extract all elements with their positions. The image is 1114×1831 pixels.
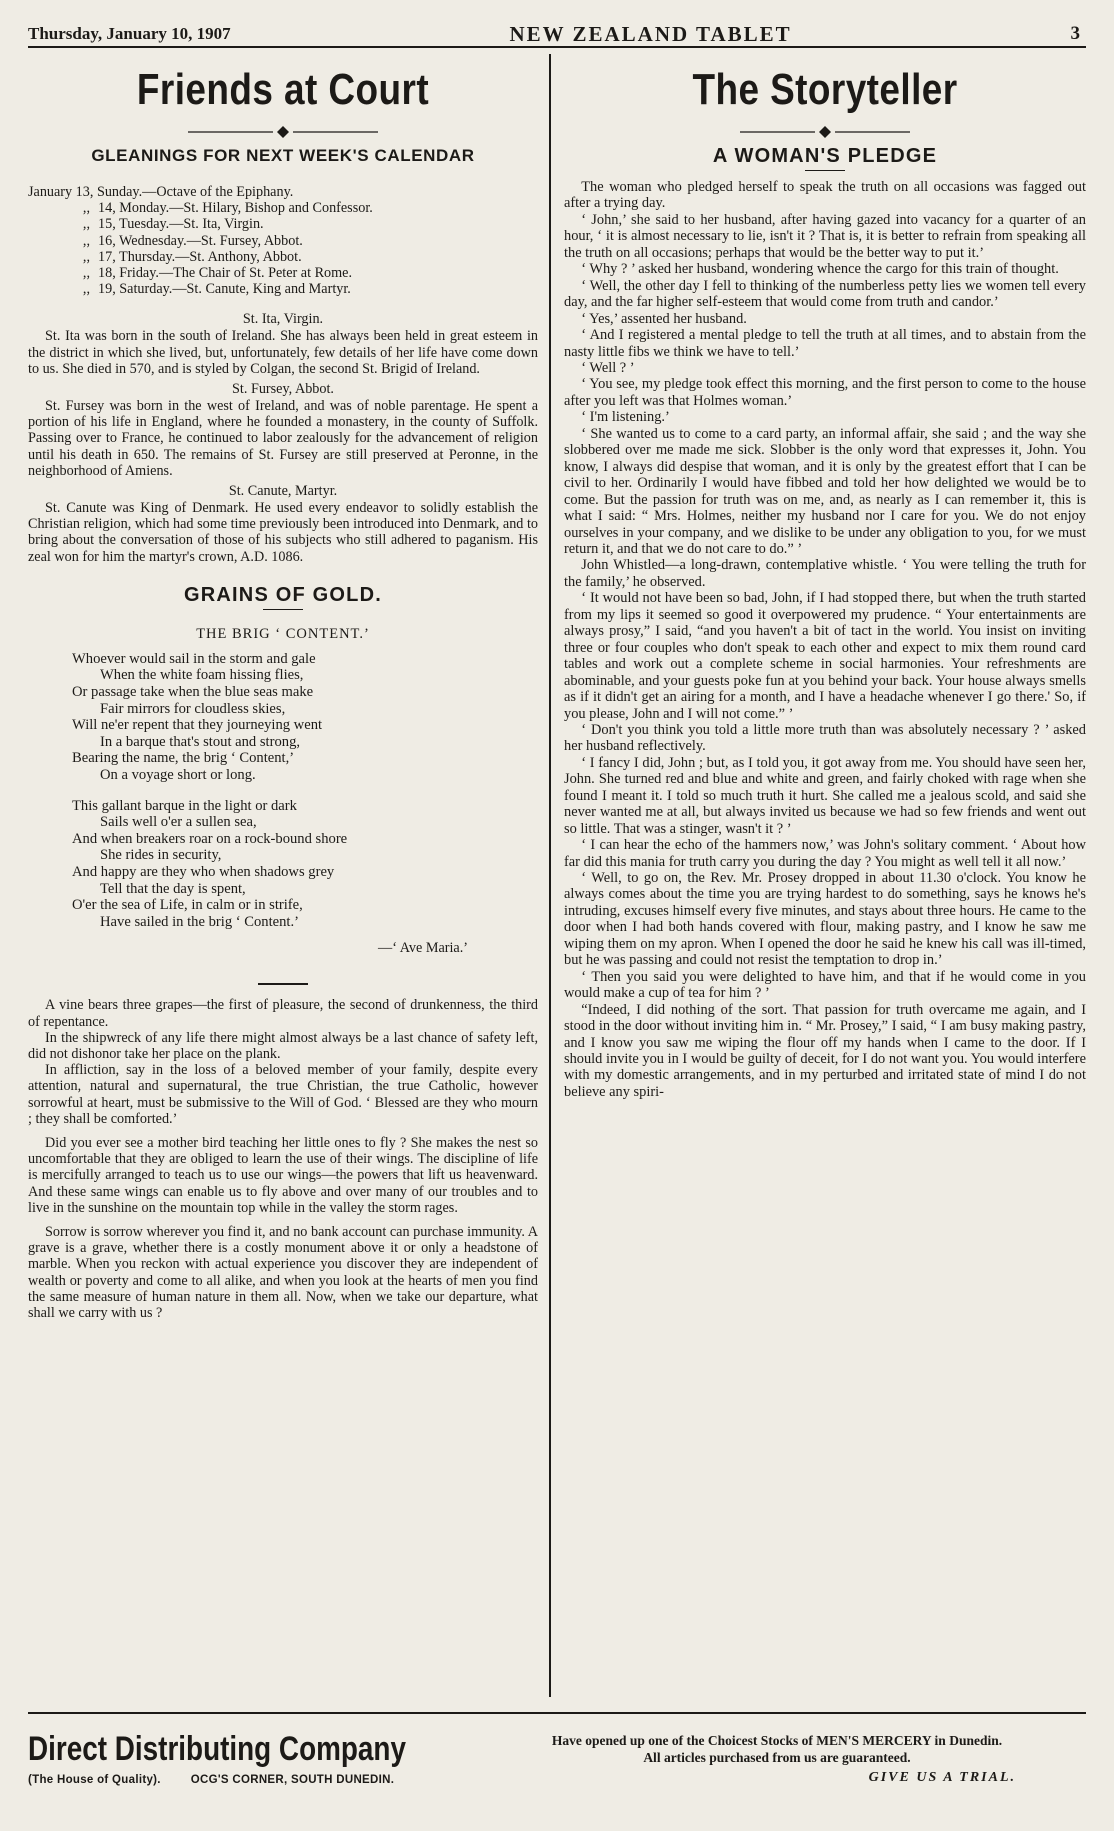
story-paragraph: ‘ Don't you think you told a little more truth than was absolutely necessary ? ’ asked her husband reflectively. <box>564 721 1086 755</box>
publication-title: NEW ZEALAND TABLET <box>509 21 792 46</box>
maxim-paragraph: In affliction, say in the loss of a beloved member of your family, despite every attention, natural and supernatural, the true Christian, the true Catholic, however sorrowful at heart, must be submissive to the Will of God. ‘ Blessed are they who mourn ; they shall be comforted.’ <box>28 1062 538 1127</box>
calendar-text: 17, Thursday.—St. Anthony, Abbot. <box>98 248 302 265</box>
story-paragraph: ‘ I fancy I did, John ; but, as I told you, it got away from me. You should have seen her, John. She turned red and blue and white and green, and fairly choked with rage when she found I meant it. I told so much truth it hurt. She called me a jealous scold, and said she never wanted me at all, but always invited us because we had so few friends and went out so little. That was a stinger, wasn't it ? ’ <box>564 754 1086 837</box>
advert-tagline: (The House of Quality). <box>28 1774 161 1786</box>
saint-text-canute: St. Canute was King of Denmark. He used every endeavor to solidly establish the Christian religion, which had some time previously been introduced into Denmark, and to bring about the conversation of those of his subjects who still adhered to paganism. His zeal won for him the martyr's crown, A.D. 1086. <box>28 500 538 565</box>
story-heading: A WOMAN'S PLEDGE <box>712 145 938 167</box>
saint-text-ita: St. Ita was born in the south of Ireland. She has always been held in great esteem in the district in which she lived, but, unfortunately, few details of her life have come down to us. She died in 570, and is styled by Colgan, the second St. Brigid of Ireland. <box>28 328 538 377</box>
story-paragraph: John Whistled—a long-drawn, contemplative whistle. ‘ You were telling the truth for the family,’ he observed. <box>564 557 1086 590</box>
calendar-text: 14, Monday.—St. Hilary, Bishop and Confessor. <box>98 200 373 217</box>
maxim-paragraph: In the shipwreck of any life there might almost always be a last chance of safety left, did not dishonor take her place on the plank. <box>28 1029 538 1062</box>
advert-line-1: Have opened up one of the Choicest Stocks of MEN'S MERCERY in Dunedin. <box>551 1733 1003 1748</box>
poem-line: When the white foam hissing flies, <box>100 667 304 684</box>
story-paragraph: The woman who pledged herself to speak the truth on all occasions was fagged out after a trying day. <box>564 179 1086 212</box>
poem-line: Whoever would sail in the storm and gale <box>72 650 316 667</box>
poem-stanza <box>72 651 538 784</box>
calendar-text: 16, Wednesday.—St. Fursey, Abbot. <box>98 232 303 249</box>
advertisement-banner <box>28 1712 1086 1812</box>
poem-line: Bearing the name, the brig ‘ Content,’ <box>72 750 295 767</box>
advert-copy-block <box>468 1714 1086 1812</box>
poem-line: This gallant barque in the light or dark <box>72 797 297 814</box>
poem-line: Sails well o'er a sullen sea, <box>100 814 257 831</box>
column-divider <box>549 54 551 1697</box>
calendar-prefix: ,, <box>82 281 90 298</box>
page-number: 3 <box>1070 23 1080 44</box>
calendar-prefix: ,, <box>82 248 90 265</box>
story-paragraph: ‘ Well ? ’ <box>581 359 635 376</box>
saint-heading-canute: St. Canute, Martyr. <box>228 483 338 500</box>
calendar-entry <box>28 184 538 200</box>
section-title-friends-at-court: Friends at Court <box>136 65 430 114</box>
saint-heading-fursey: St. Fursey, Abbot. <box>232 381 334 398</box>
poem-attribution: —‘ Ave Maria.’ <box>378 940 468 957</box>
story-paragraph: ‘ I'm listening.’ <box>581 409 670 426</box>
maxim-paragraph: Did you ever see a mother bird teaching her little ones to fly ? She makes the nest so uncomfortable that they are obliged to learn the use of their wings. The discipline of life is mercifully arranged to teach us to use our wings—the powers that lift us heavenward. And these same wings can enable us to fly above and over many of our troubles and to live in the sunshine on the mountain top while in the valley the storm rages. <box>28 1134 538 1216</box>
calendar-text: 15, Tuesday.—St. Ita, Virgin. <box>98 216 264 233</box>
story-paragraph: ‘ I can hear the echo of the hammers now,’ was John's solitary comment. ‘ About how far did this mania for truth carry you during the day ? You might as well tell it all now.’ <box>564 837 1086 870</box>
calendar-prefix: ,, <box>82 216 90 233</box>
poem-line: Have sailed in the brig ‘ Content.’ <box>100 913 299 930</box>
story-paragraph: ‘ Well, the other day I fell to thinking of the numberless petty lies we women tell every day, and the far higher self-esteem that would come from truth and candor.’ <box>564 277 1086 311</box>
maxim-paragraph: A vine bears three grapes—the first of pleasure, the second of drunkenness, the third of repentance. <box>28 997 538 1030</box>
separator-rule <box>258 983 308 985</box>
advert-call-to-action: GIVE US A TRIAL. <box>868 1770 1016 1785</box>
poem-line: And when breakers roar on a rock-bound shore <box>72 830 348 847</box>
poem-line: O'er the sea of Life, in calm or in strife, <box>72 897 303 914</box>
calendar-text: 18, Friday.—The Chair of St. Peter at Rome. <box>98 265 353 282</box>
calendar-entry <box>28 233 538 249</box>
story-paragraph: ‘ And I registered a mental pledge to tell the truth at all times, and to abstain from the nasty little fibs we think we have to tell.’ <box>564 327 1086 360</box>
calendar-entry <box>28 265 538 281</box>
left-column <box>28 54 538 1697</box>
poem-line: Or passage take when the blue seas make <box>72 684 314 701</box>
section-title-storyteller: The Storyteller <box>692 65 958 114</box>
diamond-rule-ornament <box>564 120 1086 144</box>
diamond-rule-icon <box>188 125 378 139</box>
poem-line: Fair mirrors for cloudless skies, <box>100 700 286 717</box>
saint-heading-ita: St. Ita, Virgin. <box>242 311 324 328</box>
right-column <box>564 54 1086 1697</box>
calendar-text: 19, Saturday.—St. Canute, King and Martyr. <box>98 281 351 298</box>
advert-address: OCG'S CORNER, SOUTH DUNEDIN. <box>190 1774 395 1786</box>
poem-line: She rides in security, <box>100 847 222 864</box>
story-paragraph: ‘ Yes,’ assented her husband. <box>581 310 747 327</box>
story-paragraph: ‘ Then you said you were delighted to have him, and that if he would come in you would make a cup of tea for him ? ’ <box>564 968 1086 1002</box>
grains-of-gold-heading: GRAINS OF GOLD. <box>184 583 382 606</box>
calendar-entry <box>28 249 538 265</box>
calendar-prefix: January 13, <box>28 184 94 200</box>
calendar-prefix: ,, <box>82 232 90 249</box>
story-paragraph: “Indeed, I did nothing of the sort. That passion for truth overcame me again, and I stood in the door without inviting him in. “ Mr. Prosey,” I said, “ I am busy making pastry, and I know you saw me wiping the flour off my hands when I came to the door. If I should invite you in I would be guilty of deceit, for I do not want you. You would interfere with my domestic arrangements, and in my perturbed and irritated state of mind I do not believe any spiri- <box>564 1001 1086 1100</box>
calendar-prefix: ,, <box>82 265 90 282</box>
advert-subline <box>28 1774 468 1786</box>
advert-brand-block <box>28 1714 468 1812</box>
gleanings-heading: GLEANINGS FOR NEXT WEEK'S CALENDAR <box>91 146 475 165</box>
diamond-rule-ornament <box>28 120 538 144</box>
story-paragraph: ‘ It would not have been so bad, John, if I had stopped there, but when the truth started from my lips it seemed so good it overpowered my prudence. “ Your entertainments are always prosy,” I said, “and you haven't a bit of tact in the world. You insist on inviting three or four couples who don't speak to each other and expect to mix them round card tables and work out a complete scheme in social harmonies. Your refreshments are abominable, and your guests poke fun at you behind your back. Your house always smells as if it didn't get an airing for a month, and I have a headache whenever I go there.' So, if you please, John and I will not come.” ’ <box>564 590 1086 722</box>
calendar-prefix: ,, <box>82 200 90 217</box>
story-paragraph: ‘ You see, my pledge took effect this morning, and the first person to come to the house after you left was that Holmes woman.’ <box>564 376 1086 409</box>
poem-line: Will ne'er repent that they journeying went <box>72 717 323 734</box>
calendar-entry <box>28 281 538 297</box>
advert-line-2: All articles purchased from us are guaranteed. <box>643 1750 911 1765</box>
story-paragraph: ‘ Why ? ’ asked her husband, wondering whence the cargo for this train of thought. <box>581 261 1059 278</box>
story-paragraph: ‘ John,’ she said to her husband, after having gazed into vacancy for a quarter of an hour, ‘ it is almost necessary to lie, isn't it ? That is, it is better to refrain from speaking all the truth on all occasions; perhaps that would be the better way to put it.’ <box>564 211 1086 261</box>
poem-stanza <box>72 798 538 931</box>
advert-company-name: Direct Distributing Company <box>28 1730 406 1768</box>
heading-underline <box>263 609 303 610</box>
calendar-entry <box>28 216 538 232</box>
maxim-paragraph: Sorrow is sorrow wherever you find it, and no bank account can purchase immunity. A grave is a grave, whether there is a costly monument above it or only a headstone of marble. When you reckon with actual experience you discover they are independent of wealth or poverty and come to all alike, and when you look at the hearts of men you find the same measure of human nature in them all. Now, when we take our departure, what shall we carry with us ? <box>28 1224 538 1322</box>
calendar-text: Sunday.—Octave of the Epiphany. <box>96 184 294 200</box>
issue-date: Thursday, January 10, 1907 <box>28 24 231 43</box>
calendar-list <box>28 184 538 297</box>
poem-title: THE BRIG ‘ CONTENT.’ <box>196 625 370 642</box>
poem-line: Tell that the day is spent, <box>100 880 246 897</box>
poem-line: And happy are they who when shadows grey <box>72 863 335 880</box>
diamond-rule-icon <box>740 125 910 139</box>
saint-text-fursey: St. Fursey was born in the west of Ireland, and was of noble parentage. He spent a portion of his life in England, where he founded a monastery, in the county of Suffolk. Passing over to France, he continued to labor zealously for the advancement of religion until his death in 650. The remains of St. Fursey are still preserved at Peronne, in the neighborhood of Amiens. <box>28 398 538 479</box>
masthead <box>28 22 1086 48</box>
story-paragraph: ‘ She wanted us to come to a card party, an informal affair, she said ; and the way she slobbered over me made me sick. Slobber is the only word that expresses it, John. You know, I always did despise that woman, and it is only by the greatest effort that I can be civil to her. Ordinarily I would have fibbed and told her how delighted we would be to come. But the passion for truth was on me, and, as nearly as I can remember it, this is what I said: “ Mrs. Holmes, neither my husband nor I care for you. We do not enjoy ourselves in your company, and we dislike to be under any obligation to you, for we must return it, and that we do not care to do.” ’ <box>564 425 1086 557</box>
poem-line: In a barque that's stout and strong, <box>100 733 301 750</box>
poem-line: On a voyage short or long. <box>100 767 256 784</box>
story-paragraph: ‘ Well, to go on, the Rev. Mr. Prosey dropped in about 11.30 o'clock. You know he always comes about the time you are trying hardest to do something, says he knows he's intruding, excuses himself every five minutes, and stays about three hours. He came to the door when I had both hands covered with flour, making pastry, and I know he saw me wiping them on my apron. When I opened the door he said he knew his call was ill-timed, but he was passing and could not resist the temptation to drop in.’ <box>564 870 1086 969</box>
calendar-entry <box>28 200 538 216</box>
